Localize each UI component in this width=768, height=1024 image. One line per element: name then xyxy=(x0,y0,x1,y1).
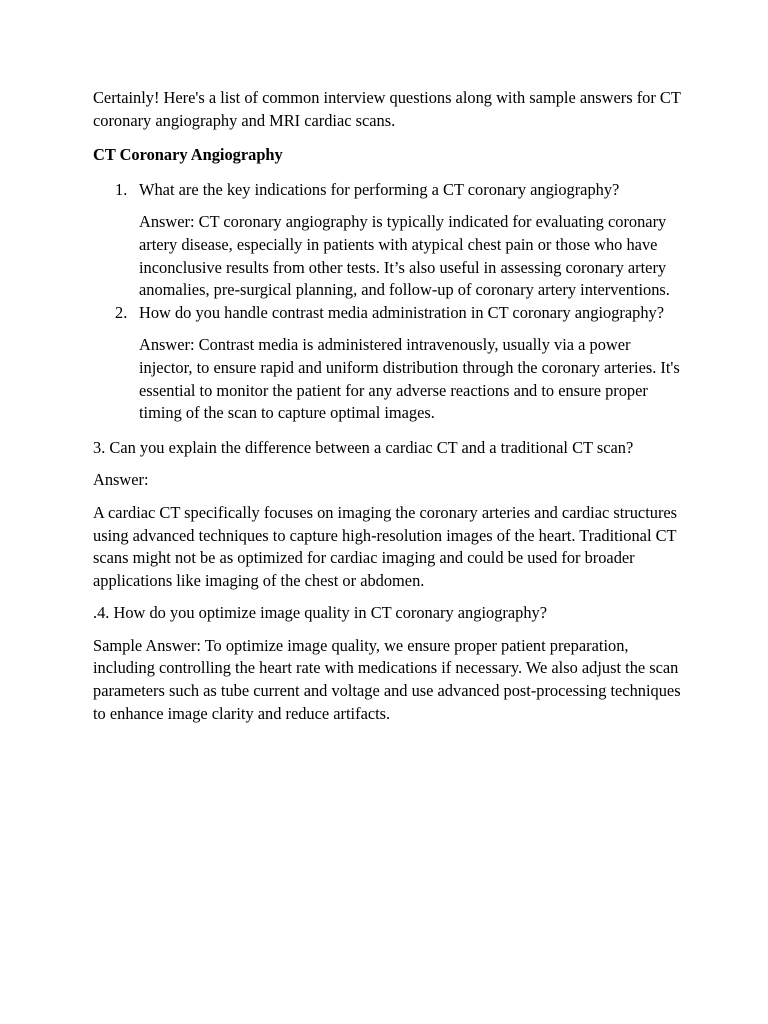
question-list xyxy=(93,179,683,425)
answer-paragraph: A cardiac CT specifically focuses on imaging the coronary arteries and cardiac structures using advanced techniques to capture high-resolution images of the heart. Traditional CT scans might not be as optimized for cardiac imaging and could be used for broader applications like imaging of the chest or abdomen. xyxy=(93,502,678,590)
list-number: 2. xyxy=(115,302,128,322)
intro-paragraph: Certainly! Here's a list of common interview questions along with sample answers for CT coronary angiography and MRI cardiac scans. xyxy=(93,88,681,130)
document-page xyxy=(93,87,683,725)
list-item xyxy=(93,302,683,425)
answer-text: Answer: CT coronary angiography is typically indicated for evaluating coronary artery disease, especially in patients with atypical chest pain or those who have inconclusive results from other tests. It’s also useful in assessing coronary artery anomalies, pre-surgical planning, and follow-up of coronary artery interventions. xyxy=(139,212,670,300)
question-3: 3. Can you explain the difference between a cardiac CT and a traditional CT scan? xyxy=(93,437,634,457)
question-4: .4. How do you optimize image quality in CT coronary angiography? xyxy=(93,603,547,623)
list-number: 1. xyxy=(115,179,128,199)
answer-text: Answer: Contrast media is administered intravenously, usually via a power injector, to ensure rapid and uniform distribution through the coronary arteries. It's essential to monitor the patient for any adverse reactions and to ensure proper timing of the scan to capture optimal images. xyxy=(139,335,680,423)
answer-label: Answer: xyxy=(93,470,149,490)
question-text: How do you handle contrast media administration in CT coronary angiography? xyxy=(139,302,664,322)
section-heading: CT Coronary Angiography xyxy=(93,145,283,165)
answer-paragraph-4: Sample Answer: To optimize image quality, we ensure proper patient preparation, including controlling the heart rate with medications if necessary. We also adjust the scan parameters such as tube current and voltage and use advanced post-processing techniques to enhance image clarity and reduce artifacts. xyxy=(93,635,681,723)
question-text: What are the key indications for performing a CT coronary angiography? xyxy=(139,179,620,199)
list-item xyxy=(93,179,683,302)
